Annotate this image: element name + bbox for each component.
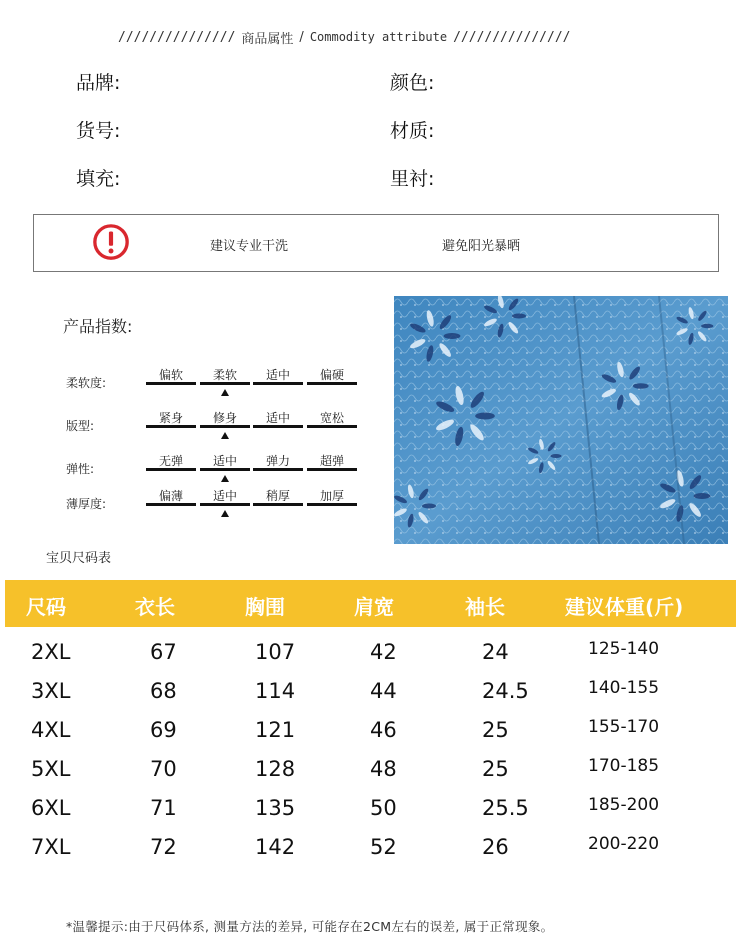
index-scale-segment xyxy=(307,425,357,428)
index-scale-segment xyxy=(200,425,250,428)
index-option: 加厚 xyxy=(319,489,344,503)
index-scale-segment xyxy=(146,468,196,471)
table-cell: 50 xyxy=(370,796,397,820)
fabric-detail-image xyxy=(394,296,728,544)
index-scale-segment xyxy=(146,503,196,506)
index-scale-segment xyxy=(253,503,303,506)
size-footnote: *温馨提示:由于尺码体系, 测量方法的差异, 可能存在2CM左右的误差, 属于正常现象。 xyxy=(66,919,554,934)
index-row-label: 薄厚度: xyxy=(66,497,107,511)
table-cell: 26 xyxy=(482,835,509,859)
table-cell: 70 xyxy=(150,757,177,781)
table-cell: 4XL xyxy=(31,718,71,742)
table-cell: 25.5 xyxy=(482,796,529,820)
attr-brand: 品牌: xyxy=(76,72,121,94)
index-row-label: 弹性: xyxy=(66,462,95,476)
index-option: 适中 xyxy=(265,368,290,382)
index-option: 适中 xyxy=(265,411,290,425)
index-option: 修身 xyxy=(212,411,237,425)
care-notice-box xyxy=(33,214,719,272)
table-cell: 7XL xyxy=(31,835,71,859)
index-option: 偏软 xyxy=(158,368,183,382)
index-option: 稍厚 xyxy=(265,489,290,503)
header-title-cn: 商品属性 xyxy=(241,31,294,47)
attr-color: 颜色: xyxy=(390,72,435,94)
index-scale-segment xyxy=(146,382,196,385)
col-size: 尺码 xyxy=(26,595,66,619)
table-cell: 125-140 xyxy=(588,639,660,659)
header-slashes-right: /////////////// xyxy=(453,29,571,45)
table-cell: 68 xyxy=(150,679,177,703)
index-option: 紧身 xyxy=(158,411,183,425)
index-option: 柔软 xyxy=(212,368,237,382)
col-sleeve: 袖长 xyxy=(465,595,505,619)
table-cell: 155-170 xyxy=(588,717,660,737)
notice-avoid-sun: 避免阳光暴晒 xyxy=(442,239,521,254)
warning-exclamation-circle-icon xyxy=(92,223,130,261)
col-shoulder: 肩宽 xyxy=(354,595,394,619)
table-cell: 6XL xyxy=(31,796,71,820)
table-cell: 2XL xyxy=(31,640,71,664)
table-cell: 72 xyxy=(150,835,177,859)
table-cell: 48 xyxy=(370,757,397,781)
index-scale-segment xyxy=(200,382,250,385)
table-cell: 5XL xyxy=(31,757,71,781)
index-scale-segment xyxy=(253,425,303,428)
index-scale-segment xyxy=(307,503,357,506)
index-option: 无弹 xyxy=(158,454,183,468)
index-selected-marker-icon xyxy=(221,475,229,482)
index-scale-segment xyxy=(253,382,303,385)
table-cell: 46 xyxy=(370,718,397,742)
table-cell: 121 xyxy=(255,718,296,742)
index-row-label: 柔软度: xyxy=(66,376,107,390)
table-cell: 107 xyxy=(255,640,296,664)
table-cell: 142 xyxy=(255,835,296,859)
header-title-en: Commodity attribute xyxy=(309,30,448,44)
index-option: 宽松 xyxy=(319,411,344,425)
table-cell: 69 xyxy=(150,718,177,742)
index-scale-segment xyxy=(307,382,357,385)
table-cell: 170-185 xyxy=(588,756,660,776)
col-bust: 胸围 xyxy=(245,595,285,619)
index-option: 偏薄 xyxy=(158,489,183,503)
table-cell: 128 xyxy=(255,757,296,781)
table-cell: 114 xyxy=(255,679,296,703)
size-table-caption: 宝贝尺码表 xyxy=(46,551,112,566)
table-cell: 71 xyxy=(150,796,177,820)
index-selected-marker-icon xyxy=(221,432,229,439)
header-slashes-left: /////////////// xyxy=(118,29,236,45)
index-selected-marker-icon xyxy=(221,510,229,517)
table-cell: 25 xyxy=(482,757,509,781)
table-cell: 25 xyxy=(482,718,509,742)
index-option: 超弹 xyxy=(319,454,344,468)
attr-item-no: 货号: xyxy=(76,120,121,142)
attr-material: 材质: xyxy=(390,120,435,142)
table-cell: 52 xyxy=(370,835,397,859)
index-option: 偏硬 xyxy=(319,368,344,382)
attr-filling: 填充: xyxy=(76,168,121,190)
table-cell: 24 xyxy=(482,640,509,664)
index-option: 适中 xyxy=(212,454,237,468)
index-option: 适中 xyxy=(212,489,237,503)
attr-lining: 里衬: xyxy=(390,168,435,190)
index-selected-marker-icon xyxy=(221,389,229,396)
table-cell: 24.5 xyxy=(482,679,529,703)
table-cell: 67 xyxy=(150,640,177,664)
index-scale-segment xyxy=(200,503,250,506)
index-scale-segment xyxy=(253,468,303,471)
col-length: 衣长 xyxy=(135,595,175,619)
table-cell: 3XL xyxy=(31,679,71,703)
index-scale-segment xyxy=(200,468,250,471)
index-option: 弹力 xyxy=(265,454,290,468)
table-cell: 200-220 xyxy=(588,834,660,854)
section-header xyxy=(118,26,678,48)
table-cell: 185-200 xyxy=(588,795,660,815)
notice-dry-clean: 建议专业干洗 xyxy=(210,239,289,254)
product-index-title: 产品指数: xyxy=(63,317,133,336)
header-separator: / xyxy=(299,29,304,45)
table-cell: 44 xyxy=(370,679,397,703)
index-scale-segment xyxy=(307,468,357,471)
col-weight: 建议体重(斤) xyxy=(565,595,684,619)
table-cell: 42 xyxy=(370,640,397,664)
index-row-label: 版型: xyxy=(66,419,95,433)
size-table-header xyxy=(5,580,736,627)
table-cell: 135 xyxy=(255,796,296,820)
table-cell: 140-155 xyxy=(588,678,660,698)
index-scale-segment xyxy=(146,425,196,428)
